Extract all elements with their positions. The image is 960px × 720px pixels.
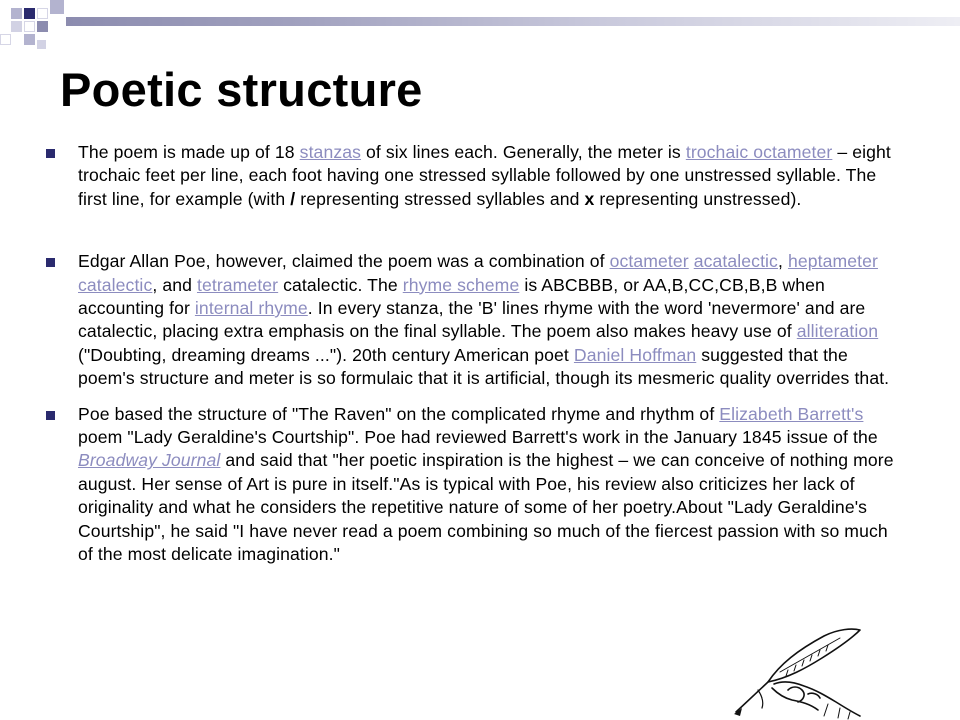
deco-square [37,40,46,49]
text-run: . In every stanza, the 'B' lines rhyme with the word 'nevermore' and are catalectic, placing extra emphasis on the final syllable. The poem also makes heavy use of [78,298,866,342]
deco-square [37,8,48,19]
text-run: Edgar Allan Poe, however, claimed the poem was a combination of [78,251,610,272]
deco-square [0,34,11,45]
link-internal-rhyme[interactable]: internal rhyme [194,298,308,319]
text-run: ("Doubting, dreaming dreams ..."). 20th century American poet [78,344,574,365]
link-rhyme-scheme[interactable]: rhyme scheme [402,274,520,295]
bullet-item [46,250,896,390]
text-run: The poem is made up of 18 [78,142,300,162]
link-daniel-hoffman[interactable]: Daniel Hoffman [573,344,697,365]
deco-square [24,8,35,19]
header-gradient-bar [66,17,960,26]
deco-square [24,21,35,32]
deco-square [37,21,48,32]
text-run: – eight trochaic feet per line, each foot having one stressed syllable followed by one unstressed syllable. The first line, for example (with [78,142,891,209]
deco-square [11,8,22,19]
text-run: representing unstressed). [594,188,802,209]
link-broadway-journal[interactable]: Broadway Journal [78,450,221,471]
slide-title: Poetic structure [60,63,423,116]
link-catalectic[interactable]: catalectic [78,274,153,295]
deco-square [11,21,22,32]
bullet-item [46,403,896,567]
link-tetrameter[interactable]: tetrameter [196,274,279,295]
deco-square [50,0,64,14]
link-alliteration[interactable]: alliteration [796,321,879,342]
text-run: poem "Lady Geraldine's Courtship". Poe had reviewed Barrett's work in the January 1845 issue of the [78,427,878,448]
text-run: of six lines each. Generally, the meter is [361,142,686,162]
text-run: , and [152,274,197,295]
text-run: and said that "her poetic inspiration is the highest – we can conceive of nothing more august. Her sense of Art is pure in itself."As is typical with Poe, his review also criticizes her lack of originality and what he considers the repetitive nature of some of her poetry.About "Lady Geraldine's Courtship", he said "I have never read a poem combining so much of the fiercest passion with so much of the most delicate imagination." [78,450,894,565]
link-octameter[interactable]: octameter [609,251,689,272]
text-run: , [777,251,788,272]
link-stanzas[interactable]: stanzas [299,142,362,162]
text-run: is ABCBBB, or AA,B,CC,CB,B,B when accounting for [78,274,825,319]
quill-pen-hand-icon [728,624,866,720]
link-heptameter[interactable]: heptameter [787,251,878,272]
link-acatalectic[interactable]: acatalectic [693,251,778,272]
text-run: representing stressed syllables and [295,188,585,209]
text-run: catalectic. The [278,274,403,295]
unstressed-symbol: x [584,188,595,209]
deco-square [24,34,35,45]
text-run: suggested that the poem's structure and meter is so formulaic that it is artificial, though its mesmeric quality overrides that. [78,344,890,389]
text-run: Poe based the structure of "The Raven" on the complicated rhyme and rhythm of [78,403,720,424]
link-trochaic-octameter[interactable]: trochaic octameter [685,142,833,162]
stressed-symbol: / [290,188,296,209]
bullet-list [46,141,896,567]
link-elizabeth-barrett[interactable]: Elizabeth Barrett's [719,403,864,424]
bullet-item [46,141,896,211]
